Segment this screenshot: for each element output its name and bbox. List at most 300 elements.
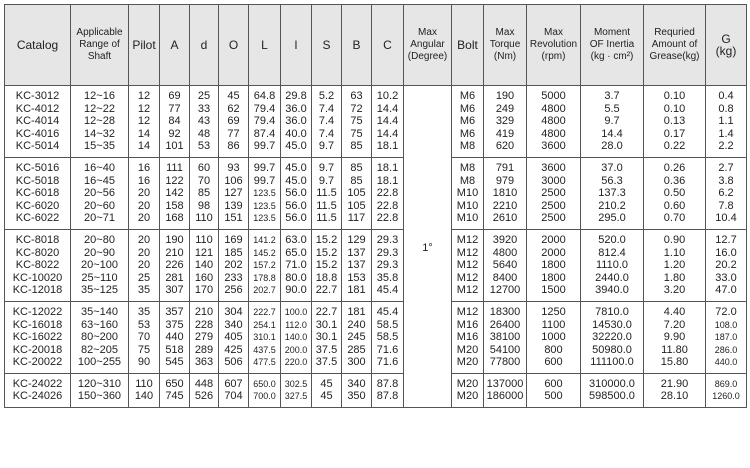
cell-s: 7.4 — [312, 115, 342, 128]
cell-pilot: 75 — [129, 344, 160, 357]
cell-shaft-range: 35~125 — [71, 284, 129, 301]
cell-s: 5.2 — [312, 86, 342, 103]
cell-l-lower: 56.0 — [281, 187, 312, 200]
cell-l-upper: 254.1 — [249, 319, 281, 332]
cell-c: 14.4 — [372, 128, 404, 141]
cell-b: 285 — [342, 344, 372, 357]
cell-o: 233 — [219, 272, 249, 285]
cell-c: 22.8 — [372, 212, 404, 229]
cell-d: 140 — [190, 259, 219, 272]
cell-grease-amount: 9.90 — [644, 331, 706, 344]
cell-pilot: 16 — [129, 157, 160, 174]
cell-max-torque: 4800 — [484, 247, 527, 260]
cell-l-lower: 65.0 — [281, 247, 312, 260]
table-row — [5, 115, 747, 128]
cell-shaft-range: 20~80 — [71, 229, 129, 246]
cell-max-revolution: 2500 — [527, 187, 581, 200]
cell-l-upper: 79.4 — [249, 115, 281, 128]
cell-d: 448 — [190, 373, 219, 390]
cell-a: 518 — [160, 344, 190, 357]
cell-grease-amount: 0.90 — [644, 229, 706, 246]
cell-l-lower: 56.0 — [281, 200, 312, 213]
cell-l-upper: 700.0 — [249, 390, 281, 407]
cell-a: 168 — [160, 212, 190, 229]
cell-catalog: KC-5018 — [5, 175, 71, 188]
cell-s: 45 — [312, 390, 342, 407]
cell-a: 69 — [160, 86, 190, 103]
cell-s: 15.2 — [312, 229, 342, 246]
header-weight-g: G (kg) — [706, 5, 747, 86]
cell-bolt: M10 — [452, 212, 484, 229]
cell-o: 256 — [219, 284, 249, 301]
cell-pilot: 110 — [129, 373, 160, 390]
cell-a: 226 — [160, 259, 190, 272]
cell-o: 185 — [219, 247, 249, 260]
cell-d: 33 — [190, 103, 219, 116]
cell-bolt: M8 — [452, 175, 484, 188]
cell-l-lower: 40.0 — [281, 128, 312, 141]
cell-c: 58.5 — [372, 331, 404, 344]
cell-grease-amount: 0.50 — [644, 187, 706, 200]
cell-c: 35.8 — [372, 272, 404, 285]
cell-a: 190 — [160, 229, 190, 246]
cell-moment-of-inertia: 7810.0 — [581, 301, 644, 318]
cell-s: 11.5 — [312, 212, 342, 229]
cell-a: 307 — [160, 284, 190, 301]
header-a: A — [160, 5, 190, 86]
cell-shaft-range: 25~110 — [71, 272, 129, 285]
cell-pilot: 12 — [129, 103, 160, 116]
cell-c: 18.1 — [372, 140, 404, 157]
table-row — [5, 259, 747, 272]
cell-bolt: M12 — [452, 272, 484, 285]
cell-moment-of-inertia: 295.0 — [581, 212, 644, 229]
cell-a: 142 — [160, 187, 190, 200]
cell-shaft-range: 20~90 — [71, 247, 129, 260]
table-row — [5, 356, 747, 373]
cell-o: 45 — [219, 86, 249, 103]
table-row — [5, 103, 747, 116]
cell-l-lower: 45.0 — [281, 175, 312, 188]
cell-grease-amount: 4.40 — [644, 301, 706, 318]
cell-moment-of-inertia: 520.0 — [581, 229, 644, 246]
cell-d: 53 — [190, 140, 219, 157]
cell-weight-g: 20.2 — [706, 259, 747, 272]
cell-weight-g: 16.0 — [706, 247, 747, 260]
table-row — [5, 272, 747, 285]
cell-shaft-range: 16~40 — [71, 157, 129, 174]
cell-l-upper: 202.7 — [249, 284, 281, 301]
cell-max-revolution: 4800 — [527, 128, 581, 141]
cell-pilot: 140 — [129, 390, 160, 407]
cell-moment-of-inertia: 14530.0 — [581, 319, 644, 332]
cell-o: 607 — [219, 373, 249, 390]
cell-d: 363 — [190, 356, 219, 373]
cell-max-revolution: 5000 — [527, 86, 581, 103]
cell-b: 72 — [342, 103, 372, 116]
cell-d: 279 — [190, 331, 219, 344]
cell-catalog: KC-4012 — [5, 103, 71, 116]
header-s: S — [312, 5, 342, 86]
table-row — [5, 331, 747, 344]
cell-catalog: KC-8018 — [5, 229, 71, 246]
cell-l-lower: 220.0 — [281, 356, 312, 373]
cell-max-torque: 979 — [484, 175, 527, 188]
cell-catalog: KC-24022 — [5, 373, 71, 390]
cell-weight-g: 10.4 — [706, 212, 747, 229]
cell-b: 105 — [342, 187, 372, 200]
cell-moment-of-inertia: 37.0 — [581, 157, 644, 174]
cell-max-torque: 38100 — [484, 331, 527, 344]
header-max-angular: Max Angular (Degree) — [404, 5, 452, 86]
cell-d: 121 — [190, 247, 219, 260]
cell-c: 45.4 — [372, 284, 404, 301]
cell-d: 43 — [190, 115, 219, 128]
cell-catalog: KC-16018 — [5, 319, 71, 332]
cell-d: 289 — [190, 344, 219, 357]
cell-max-revolution: 3600 — [527, 157, 581, 174]
cell-grease-amount: 0.70 — [644, 212, 706, 229]
cell-weight-g: 6.2 — [706, 187, 747, 200]
header-d: d — [190, 5, 219, 86]
cell-d: 25 — [190, 86, 219, 103]
cell-d: 48 — [190, 128, 219, 141]
header-l-lower: l — [281, 5, 312, 86]
header-moment-of-inertia: Moment OF Inertia (kg · cm²) — [581, 5, 644, 86]
cell-c: 87.8 — [372, 390, 404, 407]
cell-weight-g: 869.0 — [706, 373, 747, 390]
cell-b: 85 — [342, 157, 372, 174]
cell-c: 29.3 — [372, 259, 404, 272]
cell-a: 111 — [160, 157, 190, 174]
cell-l-upper: 123.5 — [249, 200, 281, 213]
table-row — [5, 247, 747, 260]
cell-moment-of-inertia: 3.7 — [581, 86, 644, 103]
cell-l-upper: 141.2 — [249, 229, 281, 246]
cell-s: 7.4 — [312, 103, 342, 116]
cell-moment-of-inertia: 598500.0 — [581, 390, 644, 407]
cell-grease-amount: 21.90 — [644, 373, 706, 390]
cell-s: 37.5 — [312, 356, 342, 373]
cell-l-upper: 310.1 — [249, 331, 281, 344]
cell-pilot: 12 — [129, 86, 160, 103]
cell-moment-of-inertia: 812.4 — [581, 247, 644, 260]
cell-o: 62 — [219, 103, 249, 116]
cell-s: 7.4 — [312, 128, 342, 141]
cell-c: 45.4 — [372, 301, 404, 318]
cell-b: 245 — [342, 331, 372, 344]
cell-max-torque: 791 — [484, 157, 527, 174]
cell-s: 18.8 — [312, 272, 342, 285]
cell-o: 202 — [219, 259, 249, 272]
cell-shaft-range: 12~28 — [71, 115, 129, 128]
cell-max-torque: 186000 — [484, 390, 527, 407]
cell-catalog: KC-3012 — [5, 86, 71, 103]
cell-max-revolution: 1500 — [527, 284, 581, 301]
table-row — [5, 157, 747, 174]
cell-s: 11.5 — [312, 200, 342, 213]
cell-b: 181 — [342, 301, 372, 318]
cell-l-lower: 302.5 — [281, 373, 312, 390]
cell-l-lower: 45.0 — [281, 157, 312, 174]
cell-moment-of-inertia: 3940.0 — [581, 284, 644, 301]
cell-shaft-range: 150~360 — [71, 390, 129, 407]
cell-s: 22.7 — [312, 301, 342, 318]
cell-moment-of-inertia: 137.3 — [581, 187, 644, 200]
cell-l-lower: 29.8 — [281, 86, 312, 103]
cell-grease-amount: 0.10 — [644, 103, 706, 116]
cell-max-revolution: 4800 — [527, 103, 581, 116]
cell-catalog: KC-8022 — [5, 259, 71, 272]
table-row — [5, 128, 747, 141]
cell-max-torque: 419 — [484, 128, 527, 141]
cell-b: 75 — [342, 128, 372, 141]
cell-a: 440 — [160, 331, 190, 344]
cell-catalog: KC-6018 — [5, 187, 71, 200]
cell-max-torque: 26400 — [484, 319, 527, 332]
cell-a: 84 — [160, 115, 190, 128]
cell-l-upper: 99.7 — [249, 140, 281, 157]
cell-c: 14.4 — [372, 115, 404, 128]
cell-max-revolution: 2000 — [527, 247, 581, 260]
cell-s: 22.7 — [312, 284, 342, 301]
header-shaft-range: Applicable Range of Shaft — [71, 5, 129, 86]
cell-l-lower: 63.0 — [281, 229, 312, 246]
cell-moment-of-inertia: 1110.0 — [581, 259, 644, 272]
table-row — [5, 284, 747, 301]
cell-d: 526 — [190, 390, 219, 407]
cell-pilot: 14 — [129, 140, 160, 157]
cell-bolt: M8 — [452, 157, 484, 174]
cell-grease-amount: 0.36 — [644, 175, 706, 188]
cell-weight-g: 2.2 — [706, 140, 747, 157]
cell-moment-of-inertia: 310000.0 — [581, 373, 644, 390]
header-pilot: Pilot — [129, 5, 160, 86]
cell-l-lower: 90.0 — [281, 284, 312, 301]
cell-l-lower: 80.0 — [281, 272, 312, 285]
cell-b: 137 — [342, 247, 372, 260]
cell-moment-of-inertia: 32220.0 — [581, 331, 644, 344]
cell-max-revolution: 600 — [527, 356, 581, 373]
cell-c: 22.8 — [372, 187, 404, 200]
cell-s: 30.1 — [312, 331, 342, 344]
cell-moment-of-inertia: 50980.0 — [581, 344, 644, 357]
cell-o: 169 — [219, 229, 249, 246]
cell-pilot: 35 — [129, 301, 160, 318]
table-row — [5, 319, 747, 332]
cell-weight-g: 1260.0 — [706, 390, 747, 407]
cell-o: 127 — [219, 187, 249, 200]
cell-pilot: 20 — [129, 229, 160, 246]
cell-pilot: 14 — [129, 128, 160, 141]
cell-b: 117 — [342, 212, 372, 229]
cell-grease-amount: 1.20 — [644, 259, 706, 272]
table-row — [5, 344, 747, 357]
cell-l-upper: 477.5 — [249, 356, 281, 373]
cell-max-revolution: 3600 — [527, 140, 581, 157]
cell-shaft-range: 20~56 — [71, 187, 129, 200]
cell-catalog: KC-5014 — [5, 140, 71, 157]
cell-shaft-range: 14~32 — [71, 128, 129, 141]
cell-o: 340 — [219, 319, 249, 332]
cell-l-lower: 112.0 — [281, 319, 312, 332]
table-row — [5, 212, 747, 229]
cell-shaft-range: 20~60 — [71, 200, 129, 213]
cell-bolt: M20 — [452, 344, 484, 357]
table-row — [5, 140, 747, 157]
cell-bolt: M12 — [452, 259, 484, 272]
cell-a: 281 — [160, 272, 190, 285]
cell-shaft-range: 80~200 — [71, 331, 129, 344]
cell-shaft-range: 82~205 — [71, 344, 129, 357]
cell-pilot: 20 — [129, 259, 160, 272]
cell-weight-g: 0.8 — [706, 103, 747, 116]
cell-pilot: 20 — [129, 200, 160, 213]
cell-a: 210 — [160, 247, 190, 260]
cell-shaft-range: 100~255 — [71, 356, 129, 373]
cell-b: 75 — [342, 115, 372, 128]
cell-d: 85 — [190, 187, 219, 200]
cell-s: 9.7 — [312, 175, 342, 188]
cell-moment-of-inertia: 28.0 — [581, 140, 644, 157]
table-row — [5, 373, 747, 390]
cell-b: 153 — [342, 272, 372, 285]
cell-pilot: 53 — [129, 319, 160, 332]
cell-max-revolution: 1800 — [527, 259, 581, 272]
cell-catalog: KC-6022 — [5, 212, 71, 229]
cell-l-upper: 222.7 — [249, 301, 281, 318]
cell-o: 139 — [219, 200, 249, 213]
cell-grease-amount: 3.20 — [644, 284, 706, 301]
cell-moment-of-inertia: 14.4 — [581, 128, 644, 141]
cell-l-upper: 123.5 — [249, 187, 281, 200]
cell-max-torque: 12700 — [484, 284, 527, 301]
cell-a: 158 — [160, 200, 190, 213]
cell-l-lower: 100.0 — [281, 301, 312, 318]
cell-shaft-range: 35~140 — [71, 301, 129, 318]
cell-bolt: M8 — [452, 140, 484, 157]
cell-max-revolution: 600 — [527, 373, 581, 390]
cell-o: 704 — [219, 390, 249, 407]
cell-o: 425 — [219, 344, 249, 357]
cell-c: 18.1 — [372, 157, 404, 174]
cell-pilot: 70 — [129, 331, 160, 344]
cell-d: 110 — [190, 229, 219, 246]
cell-max-torque: 249 — [484, 103, 527, 116]
cell-max-torque: 190 — [484, 86, 527, 103]
cell-weight-g: 286.0 — [706, 344, 747, 357]
cell-b: 63 — [342, 86, 372, 103]
cell-s: 9.7 — [312, 157, 342, 174]
table-header — [5, 5, 747, 86]
cell-max-revolution: 3000 — [527, 175, 581, 188]
cell-catalog: KC-6020 — [5, 200, 71, 213]
cell-pilot: 20 — [129, 212, 160, 229]
cell-l-upper: 178.8 — [249, 272, 281, 285]
cell-bolt: M12 — [452, 229, 484, 246]
cell-s: 15.2 — [312, 259, 342, 272]
cell-c: 10.2 — [372, 86, 404, 103]
cell-grease-amount: 28.10 — [644, 390, 706, 407]
cell-weight-g: 3.8 — [706, 175, 747, 188]
cell-l-upper: 99.7 — [249, 175, 281, 188]
cell-moment-of-inertia: 5.5 — [581, 103, 644, 116]
cell-catalog: KC-20018 — [5, 344, 71, 357]
cell-b: 105 — [342, 200, 372, 213]
cell-pilot: 20 — [129, 187, 160, 200]
cell-catalog: KC-4016 — [5, 128, 71, 141]
cell-b: 137 — [342, 259, 372, 272]
cell-l-lower: 327.5 — [281, 390, 312, 407]
cell-shaft-range: 16~45 — [71, 175, 129, 188]
cell-bolt: M16 — [452, 319, 484, 332]
cell-grease-amount: 7.20 — [644, 319, 706, 332]
cell-grease-amount: 0.60 — [644, 200, 706, 213]
cell-o: 69 — [219, 115, 249, 128]
header-max-torque: Max Torque (Nm) — [484, 5, 527, 86]
coupling-spec-table — [4, 4, 747, 408]
cell-pilot: 16 — [129, 175, 160, 188]
table-row — [5, 301, 747, 318]
cell-catalog: KC-8020 — [5, 247, 71, 260]
cell-l-upper: 123.5 — [249, 212, 281, 229]
cell-o: 77 — [219, 128, 249, 141]
cell-c: 71.6 — [372, 356, 404, 373]
cell-bolt: M10 — [452, 187, 484, 200]
cell-shaft-range: 12~22 — [71, 103, 129, 116]
header-max-revolution: Max Revolution (rpm) — [527, 5, 581, 86]
cell-o: 106 — [219, 175, 249, 188]
cell-max-torque: 5640 — [484, 259, 527, 272]
cell-l-upper: 64.8 — [249, 86, 281, 103]
cell-bolt: M16 — [452, 331, 484, 344]
cell-c: 58.5 — [372, 319, 404, 332]
cell-c: 18.1 — [372, 175, 404, 188]
header-catalog: Catalog — [5, 5, 71, 86]
table-row — [5, 390, 747, 407]
cell-max-torque: 3920 — [484, 229, 527, 246]
cell-d: 228 — [190, 319, 219, 332]
cell-c: 29.3 — [372, 229, 404, 246]
cell-pilot: 20 — [129, 247, 160, 260]
cell-pilot: 35 — [129, 284, 160, 301]
cell-a: 357 — [160, 301, 190, 318]
cell-catalog: KC-12018 — [5, 284, 71, 301]
cell-grease-amount: 1.80 — [644, 272, 706, 285]
cell-d: 98 — [190, 200, 219, 213]
cell-a: 375 — [160, 319, 190, 332]
cell-l-lower: 200.0 — [281, 344, 312, 357]
cell-o: 151 — [219, 212, 249, 229]
cell-max-revolution: 1800 — [527, 272, 581, 285]
cell-max-revolution: 1000 — [527, 331, 581, 344]
cell-l-lower: 140.0 — [281, 331, 312, 344]
cell-max-angular: 1° — [404, 86, 452, 408]
cell-weight-g: 440.0 — [706, 356, 747, 373]
cell-weight-g: 12.7 — [706, 229, 747, 246]
cell-shaft-range: 63~160 — [71, 319, 129, 332]
cell-moment-of-inertia: 9.7 — [581, 115, 644, 128]
cell-d: 160 — [190, 272, 219, 285]
header-l-upper: L — [249, 5, 281, 86]
cell-catalog: KC-4014 — [5, 115, 71, 128]
cell-bolt: M6 — [452, 128, 484, 141]
cell-l-lower: 36.0 — [281, 103, 312, 116]
table-row — [5, 200, 747, 213]
cell-weight-g: 47.0 — [706, 284, 747, 301]
cell-moment-of-inertia: 2440.0 — [581, 272, 644, 285]
cell-grease-amount: 0.22 — [644, 140, 706, 157]
